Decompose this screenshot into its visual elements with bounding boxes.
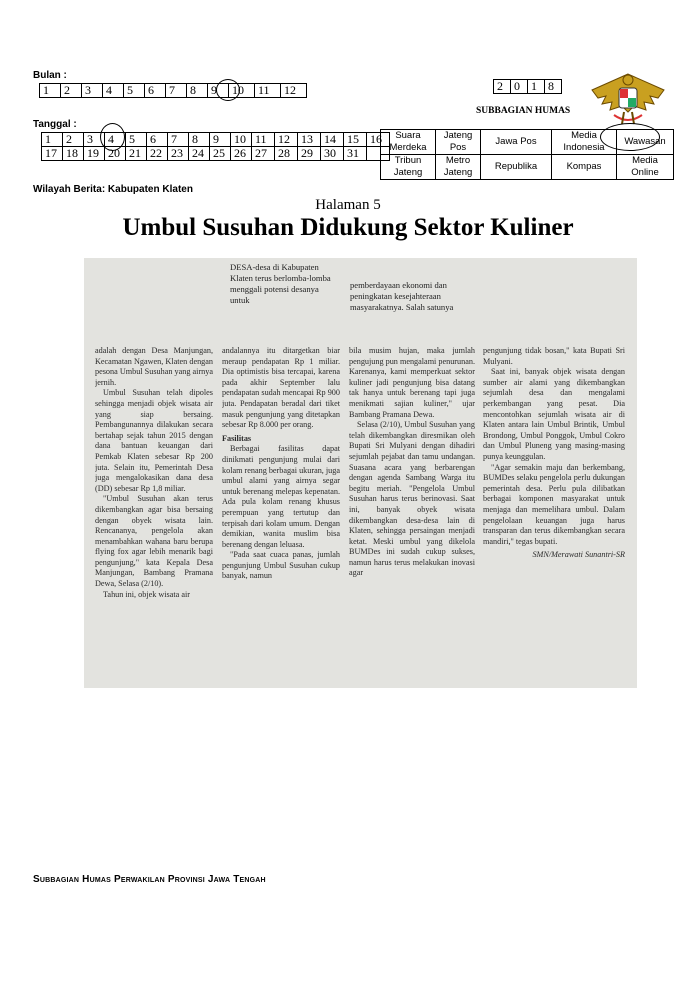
tanggal-cell: 1 (42, 133, 63, 147)
tanggal-cell: 12 (275, 133, 298, 147)
byline: SMN/Merawati Sunantri-SR (532, 550, 625, 560)
tanggal-cell: 20 (105, 147, 126, 161)
tanggal-cell: 10 (231, 133, 252, 147)
tanggal-cell: 22 (147, 147, 168, 161)
bulan-cell: 5 (124, 84, 145, 98)
bulan-cell: 4 (103, 84, 124, 98)
bulan-cell: 3 (82, 84, 103, 98)
tanggal-cell: 11 (252, 133, 275, 147)
bulan-cell: 12 (281, 84, 307, 98)
paragraph: andalannya itu ditargetkan biar meraup pendapatan Rp 1 miliar. Dia optimistis bisa tercapai, karena pada akhir September lalu pendapatan sudah mencapai Rp 900 juta. Pendapatan beradal dari tiket masuk pengunjung yang ditetapkan sebesar Rp 8.000 per orang. (222, 346, 340, 430)
paragraph: Selasa (2/10), Umbul Susuhan yang telah dikembangkan diresmikan oleh Bupati Sri Mulyani dengan dihadiri sejumlah pejabat dan tamu undangan. Suasana acara yang berbarengan dengan agenda Sambang Warga itu begitu meriah. "Pengelola Umbul Susuhan harus terus berinovasi. Saat ini, banyak obyek wisata dikembangkan desa-desa lain di Klaten, sehingga persaingan menjadi ketat. Meski umbul yang dikelola BUMDes ini sudah cukup sukses, namun harus terus melakukan inovasi agar (349, 420, 475, 578)
tanggal-cell: 21 (126, 147, 147, 161)
article-lead-right: pemberdayaan ekonomi dan peningkatan kesejahteraan masyarakatnya. Salah satunya (350, 280, 454, 312)
tanggal-cell: 25 (210, 147, 231, 161)
article-column-1 (95, 346, 213, 684)
media-cell: Kompas (552, 155, 617, 180)
media-cell: Media Indonesia (552, 130, 617, 155)
tanggal-cell: 3 (84, 133, 105, 147)
garuda-emblem-icon (588, 68, 668, 130)
bulan-cell: 1 (40, 84, 61, 98)
bulan-cell: 6 (145, 84, 166, 98)
tanggal-cell: 24 (189, 147, 210, 161)
tahun-grid (493, 79, 562, 94)
paragraph: "Agar semakin maju dan berkembang, BUMDes selaku pengelola perlu dukungan pemerintah desa. Perlu pula dilibatkan berbagai komponen masyarakat untuk menjaga dan memelihara umbul. Dalam pengelolaan keuangan juga harus transparan dan terus dikembangkan secara mandiri," tegas bupati. (483, 462, 625, 546)
media-selection-circle (600, 123, 660, 151)
paragraph: Umbul Susuhan telah dipoles sehingga menjadi objek wisata air yang siap bersaing. Pembangunannya dilakukan secara bertahap sejak tahun 2015 dengan dana bantuan keuangan dari Pemkab Klaten sebesar Rp 200 juta. Selain itu, Pemerintah Desa juga mengalokasikan dana desa (DD) sebesar Rp 1,8 miliar. (95, 388, 213, 493)
tanggal-cell: 19 (84, 147, 105, 161)
article-lead-left: DESA-desa di Kabupaten Klaten terus berlomba-lomba menggali potensi desanya untuk (230, 262, 331, 305)
tanggal-cell: 27 (252, 147, 275, 161)
tanggal-cell: 13 (298, 133, 321, 147)
paragraph: bila musim hujan, maka jumlah pengujung pun mengalami penurunan. Karenanya, kami memperkuat sektor kuliner jadi pengunjung bisa datang tak hanya untuk berenang tapi juga menikmati sajian kuliner," ujar Bambang Pramana Dewa. (349, 346, 475, 419)
tanggal-label: Tanggal : (33, 119, 77, 130)
bulan-label: Bulan : (33, 70, 67, 81)
media-cell: Metro Jateng (436, 155, 481, 180)
bulan-cell: 7 (166, 84, 187, 98)
paragraph: "Umbul Susuhan akan terus dikembangkan agar bisa bersaing dengan obyek wisata lain. Rencananya, pengelola akan menambahkan wahana baru berupa flying fox agar lebih menarik bagi pengunjung," kata Kepala Desa Manjungan, Bambang Pramana Dewa, Selasa (2/10). (95, 494, 213, 589)
tanggal-selection-circle (100, 123, 125, 151)
paragraph: Berbagai fasilitas dapat dinikmati pengunjung mulai dari kolam renang berbagai ukuran, juga umbul alami yang airnya segar untuk berenang melepas kepenatan. Ada pula kolam renang khusus perempuan yang tertutup dan terpisah dari kolam umum. Dengan demikian, wanita muslim bisa berenang dengan leluasa. (222, 444, 340, 549)
wilayah-label: Wilayah Berita: Kabupaten Klaten (33, 184, 193, 195)
bulan-cell: 11 (255, 84, 281, 98)
page-number: Halaman 5 (315, 197, 381, 213)
tanggal-cell: 14 (321, 133, 344, 147)
tanggal-cell: 29 (298, 147, 321, 161)
bulan-cell-selected: 10 (229, 84, 255, 98)
tanggal-cell: 16 (367, 133, 390, 147)
media-cell-selected: Wawasan (617, 130, 674, 155)
tanggal-cell: 7 (168, 133, 189, 147)
org-label: SUBBAGIAN HUMAS (476, 106, 571, 116)
tanggal-cell: 9 (210, 133, 231, 147)
tanggal-cell: 8 (189, 133, 210, 147)
paragraph: "Pada saat cuaca panas, jumlah pengunjung Umbul Susuhan cukup banyak, namun (222, 550, 340, 581)
tanggal-grid (41, 132, 390, 161)
tanggal-cell-selected: 4 (105, 133, 126, 147)
tahun-digit: 2 (494, 80, 511, 94)
tanggal-cell: 6 (147, 133, 168, 147)
paragraph: adalah dengan Desa Manjungan, Kecamatan Ngawen, Klaten dengan pesona Umbul Susuhan yang airnya jernih. (95, 346, 213, 387)
tahun-digit: 1 (528, 80, 545, 94)
tanggal-cell: 15 (344, 133, 367, 147)
article-column-3 (349, 346, 475, 684)
headline: Umbul Susuhan Didukung Sektor Kuliner (122, 214, 574, 241)
tanggal-cell: 18 (63, 147, 84, 161)
tanggal-cell: 5 (126, 133, 147, 147)
bulan-cell: 2 (61, 84, 82, 98)
media-cell: Jateng Pos (436, 130, 481, 155)
tanggal-cell: 28 (275, 147, 298, 161)
tanggal-cell: 31 (344, 147, 367, 161)
subheading: Fasilitas (222, 433, 252, 443)
paragraph: pengunjung tidak bosan," kata Bupati Sri Mulyani. (483, 346, 625, 366)
bulan-selection-circle (216, 79, 240, 101)
tahun-digit: 8 (545, 80, 562, 94)
tanggal-cell: 30 (321, 147, 344, 161)
media-cell: Tribun Jateng (381, 155, 436, 180)
paragraph: Tahun ini, objek wisata air (103, 589, 190, 599)
tanggal-cell: 23 (168, 147, 189, 161)
tanggal-cell: 26 (231, 147, 252, 161)
bulan-grid (39, 83, 307, 98)
paragraph: Saat ini, banyak objek wisata dengan sumber air alami yang dikembangkan sejumlah desa dan mengalami perkembangan yang pesat. Dia mencontohkan sejumlah wisata air di Klaten antara lain Umbul Brintik, Umbul Brondong, Umbul Ponggok, Umbul Cokro dan Umbul Pluneng yang masing-masing punya keunggulan. (483, 367, 625, 461)
article-column-2 (222, 346, 340, 684)
tanggal-cell: 17 (42, 147, 63, 161)
tanggal-cell: 2 (63, 133, 84, 147)
media-cell: Republika (481, 155, 552, 180)
media-cell: Media Online (617, 155, 674, 180)
media-cell: Jawa Pos (481, 130, 552, 155)
media-cell: Suara Merdeka (381, 130, 436, 155)
footer-org: Subbagian Humas Perwakilan Provinsi Jawa Tengah (33, 874, 266, 885)
bulan-cell: 8 (187, 84, 208, 98)
bulan-cell: 9 (208, 84, 229, 98)
article-column-4 (483, 346, 625, 684)
tahun-digit: 0 (511, 80, 528, 94)
